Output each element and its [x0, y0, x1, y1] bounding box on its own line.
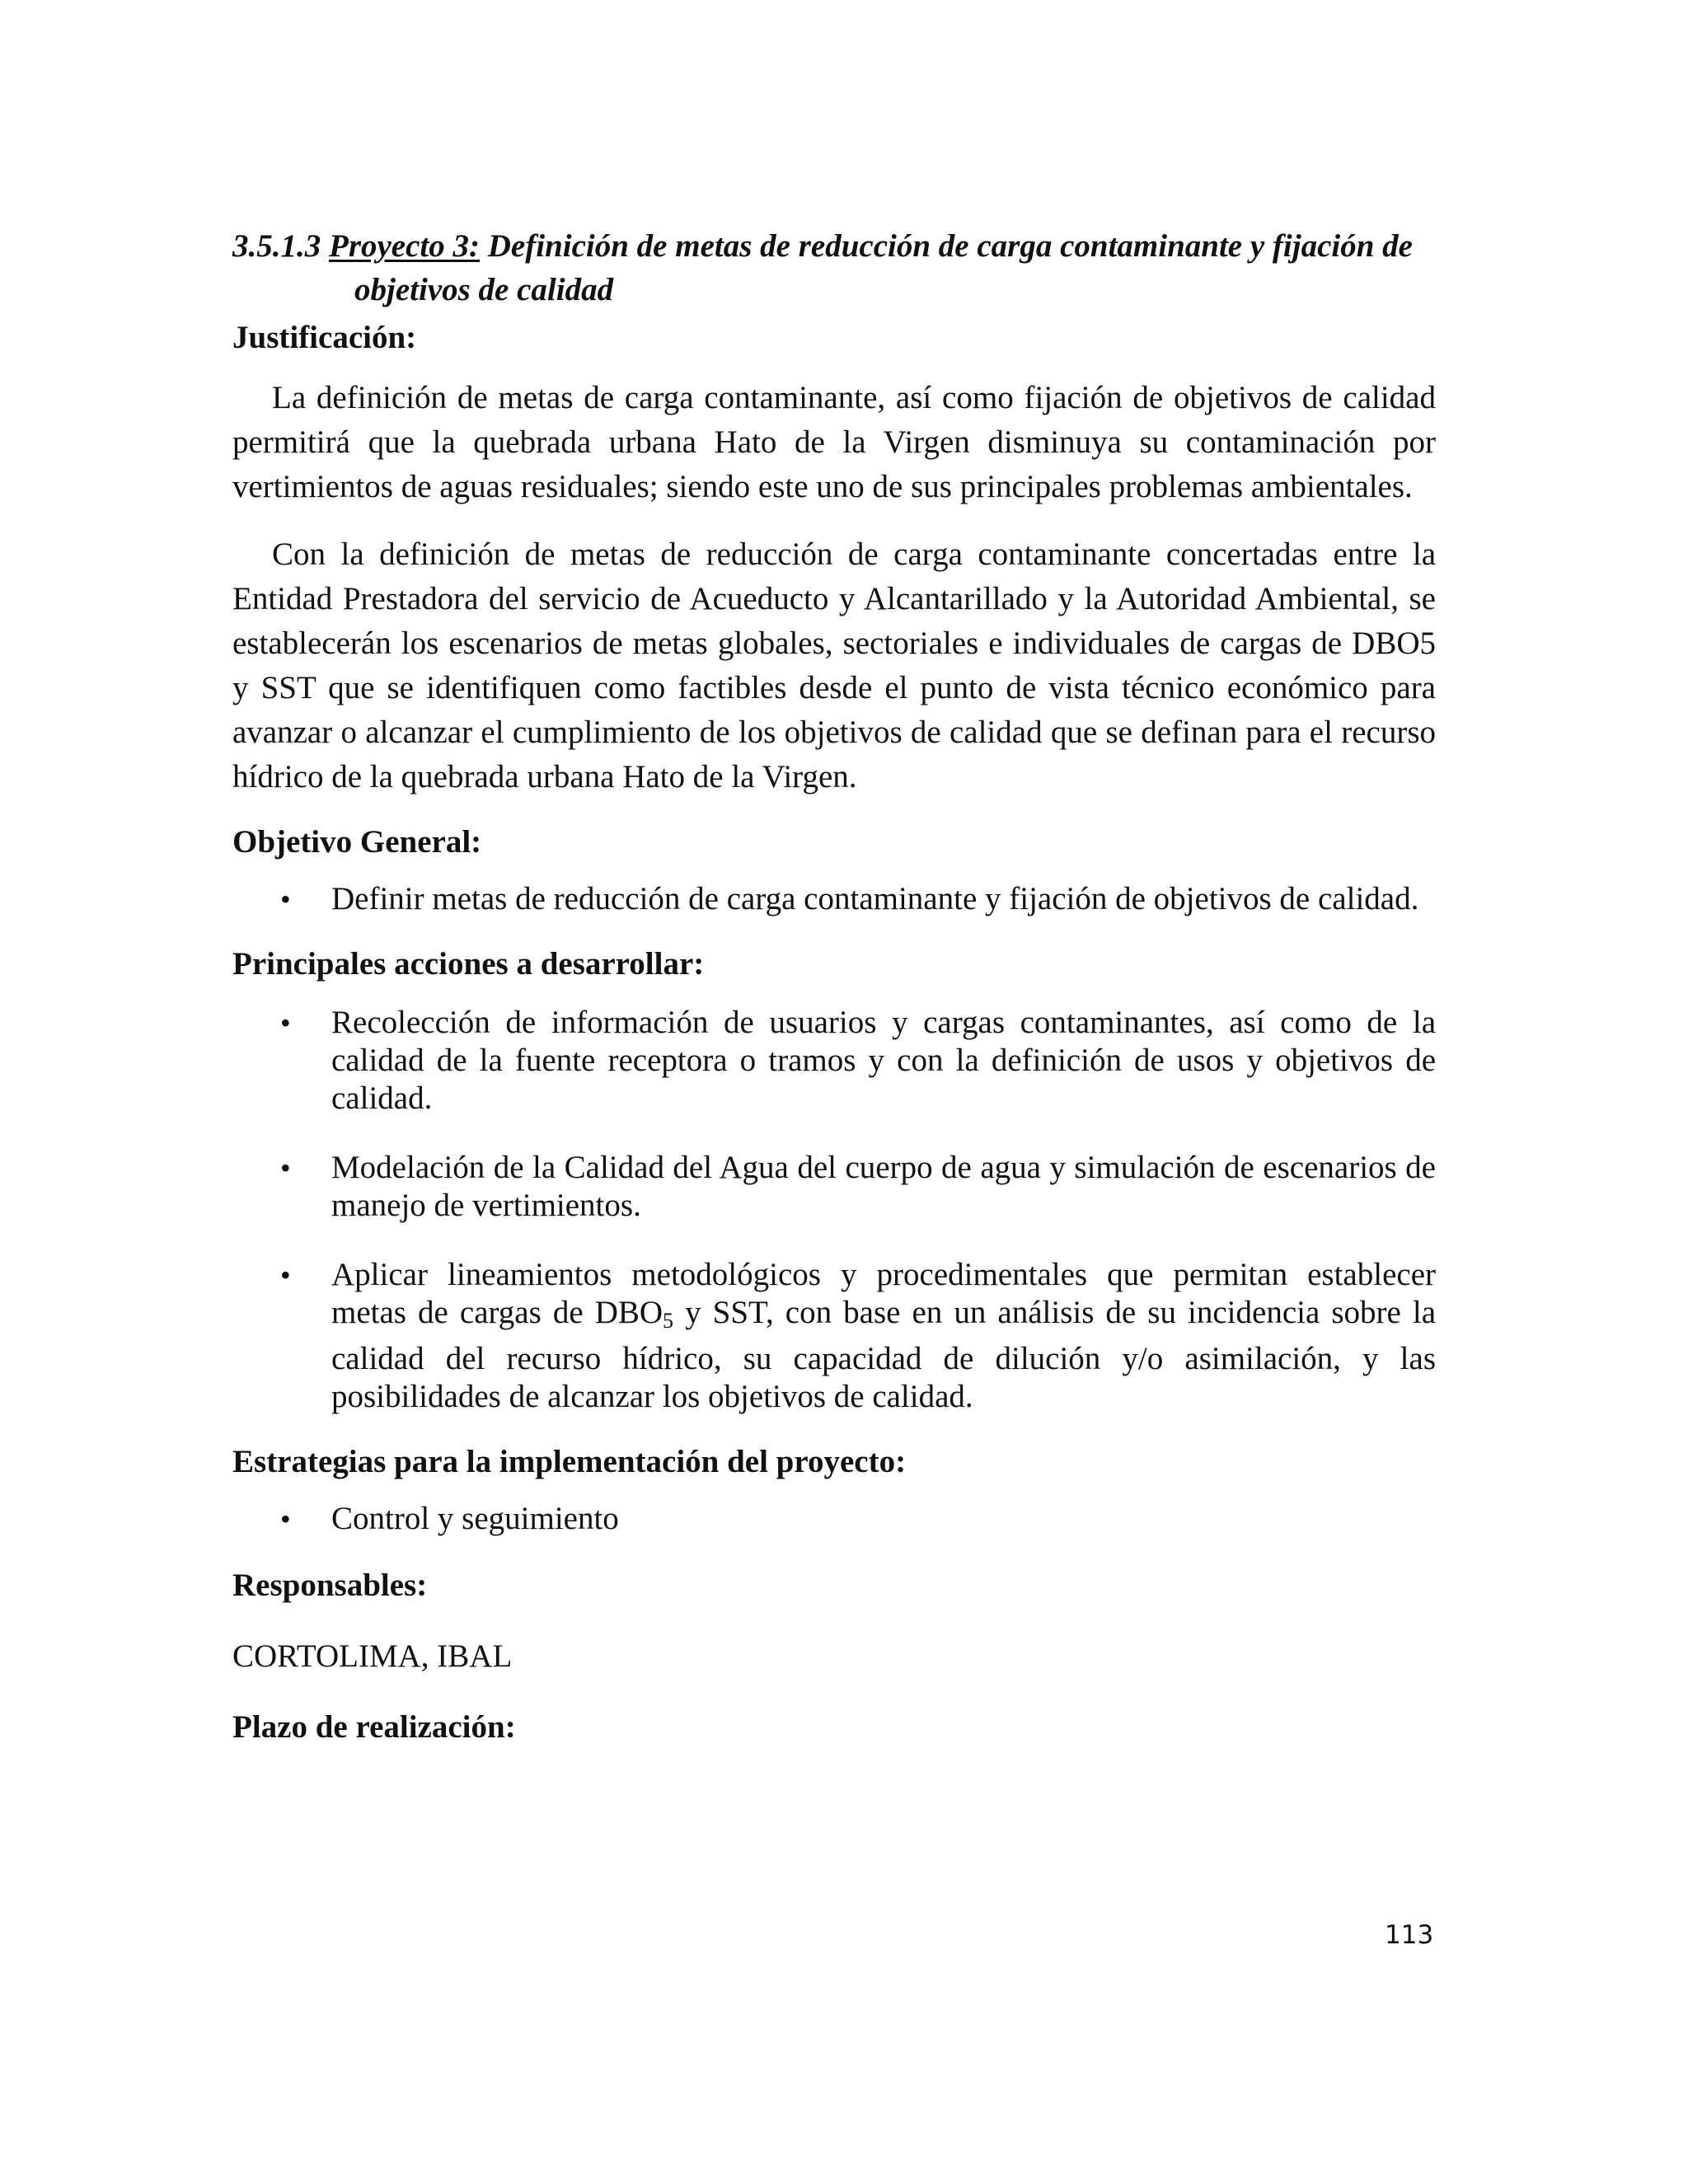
list-item-text	[331, 1257, 1436, 1414]
section-title-line1: Definición de metas de reducción de carga contaminante y fijación de	[487, 228, 1413, 264]
responsables-value: CORTOLIMA, IBAL	[232, 1638, 513, 1674]
list-item-text: Control y seguimiento	[331, 1501, 619, 1536]
list-item	[232, 1004, 1436, 1118]
bullet-icon: •	[280, 1502, 291, 1535]
list-item-text: Recolección de información de usuarios y cargas contaminantes, así como de la calidad de la fuente receptora o tramos y con la definición de usos y objetivos de calidad.	[331, 1005, 1436, 1116]
justificacion-paragraph-1: La definición de metas de carga contaminante, así como fijación de objetivos de calidad permitirá que la quebrada urbana Hato de la Virgen disminuya su contaminación por vertimientos de aguas residuales; siendo este uno de sus principales problemas ambientales.	[232, 380, 1436, 504]
plazo-label: Plazo de realización:	[232, 1709, 516, 1745]
list-item-text-part: Aplicar lineamientos metodológicos y procedimentales que permitan establecer metas de cargas de DBO	[331, 1257, 1436, 1330]
estrategias-list	[232, 1500, 1436, 1538]
project-label: Proyecto 3:	[329, 228, 481, 264]
document-page	[232, 224, 1436, 1749]
list-item-text: Definir metas de reducción de carga contaminante y fijación de objetivos de calidad.	[331, 881, 1419, 916]
objetivo-list	[232, 880, 1436, 918]
list-item	[232, 1500, 1436, 1538]
section-title-line2: objetivos de calidad	[354, 272, 614, 307]
bullet-icon: •	[280, 1006, 291, 1039]
objetivo-label: Objetivo General:	[232, 824, 482, 860]
list-item	[232, 1256, 1436, 1416]
subscript: 5	[663, 1309, 674, 1333]
section-heading	[232, 224, 1436, 312]
bullet-icon: •	[280, 883, 291, 916]
responsables-label: Responsables:	[232, 1568, 428, 1603]
estrategias-label: Estrategias para la implementación del proyecto:	[232, 1444, 907, 1479]
acciones-label: Principales acciones a desarrollar:	[232, 946, 705, 982]
list-item	[232, 1149, 1436, 1225]
list-item-text: Modelación de la Calidad del Agua del cuerpo de agua y simulación de escenarios de manejo de vertimientos.	[331, 1150, 1436, 1223]
justificacion-label: Justificación:	[232, 320, 417, 355]
list-item-text-part: y SST, con base en un análisis de su incidencia sobre la calidad del recurso hídrico, su capacidad de dilución y/o asimilación, y las posibilidades de alcanzar los objetivos de calidad.	[331, 1295, 1437, 1414]
list-item	[232, 880, 1436, 918]
bullet-icon: •	[280, 1151, 291, 1184]
bullet-icon: •	[280, 1258, 291, 1291]
section-number: 3.5.1.3	[232, 228, 321, 264]
justificacion-paragraph-2: Con la definición de metas de reducción de carga contaminante concertadas entre la Entidad Prestadora del servicio de Acueducto y Alcantarillado y la Autoridad Ambiental, se establecerán los escenarios de metas globales, sectoriales e individuales de cargas de DBO5 y SST que se identifiquen como factibles desde el punto de vista técnico económico para avanzar o alcanzar el cumplimiento de los objetivos de calidad que se definan para el recurso hídrico de la quebrada urbana Hato de la Virgen.	[232, 537, 1436, 794]
page-number: 113	[1385, 1920, 1434, 1950]
acciones-list	[232, 1004, 1436, 1416]
